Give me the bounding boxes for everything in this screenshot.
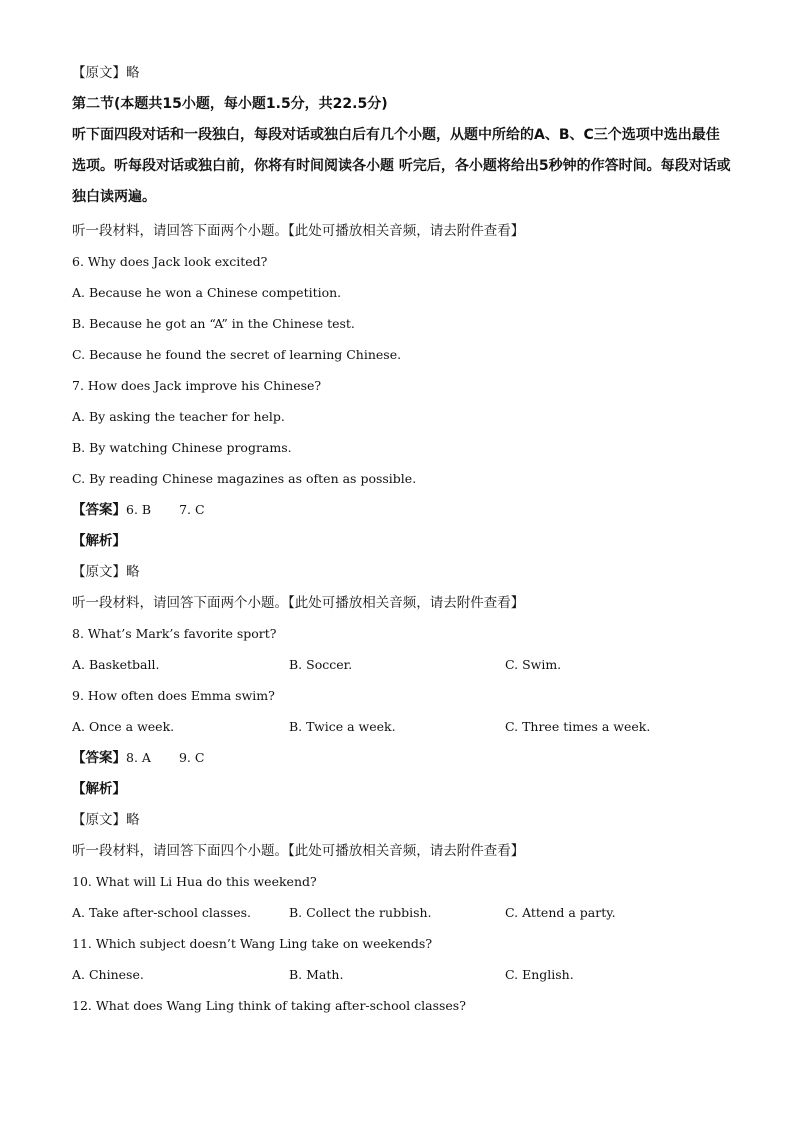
answer-9: 9. C <box>178 750 205 765</box>
question-8-option-b: B. Soccer. <box>289 657 353 672</box>
answer-line-8-9 <box>72 749 732 767</box>
question-7: 7. How does Jack improve his Chinese? <box>72 378 322 393</box>
section-heading: 第二节(本题共15小题，每小题1.5分，共22.5分) <box>72 96 388 112</box>
question-12: 12. What does Wang Ling think of taking after-school classes? <box>72 998 466 1013</box>
question-8-option-a: A. Basketball. <box>72 657 160 672</box>
listening-prompt: 听一段材料，请回答下面两个小题。【此处可播放相关音频，请去附件查看】 <box>72 595 525 611</box>
original-text-omitted: 【原文】略 <box>72 812 140 828</box>
answer-7: 7. C <box>179 502 205 517</box>
question-10: 10. What will Li Hua do this weekend? <box>72 874 317 889</box>
page-content <box>72 64 732 1028</box>
question-7-option-c: C. By reading Chinese magazines as often as possible. <box>72 471 417 486</box>
question-10-option-a: A. Take after-school classes. <box>72 905 251 920</box>
question-6: 6. Why does Jack look excited? <box>72 254 268 269</box>
question-9: 9. How often does Emma swim? <box>72 688 275 703</box>
question-6-option-a: A. Because he won a Chinese competition. <box>72 285 342 300</box>
question-8: 8. What’s Mark’s favorite sport? <box>72 626 277 641</box>
analysis-label: 【解析】 <box>72 533 126 549</box>
listening-prompt: 听一段材料，请回答下面两个小题。【此处可播放相关音频，请去附件查看】 <box>72 223 525 239</box>
question-11: 11. Which subject doesn’t Wang Ling take on weekends? <box>72 936 433 951</box>
question-9-option-b: B. Twice a week. <box>289 719 396 734</box>
original-text-omitted: 【原文】略 <box>72 65 140 81</box>
instructions-paragraph: 听下面四段对话和一段独白，每段对话或独白后有几个小题，从题中所给的A、B、C三个选项中选出最佳选项。听每段对话或独白前，你将有时间阅读各小题 听完后，各小题将给出5秒钟的作答时间。每段对话或独白读两遍。 <box>72 127 731 205</box>
listening-prompt: 听一段材料，请回答下面四个小题。【此处可播放相关音频，请去附件查看】 <box>72 843 525 859</box>
question-6-option-c: C. Because he found the secret of learning Chinese. <box>72 347 402 362</box>
original-text-omitted: 【原文】略 <box>72 564 140 580</box>
question-10-option-c: C. Attend a party. <box>505 905 616 920</box>
analysis-label: 【解析】 <box>72 781 126 797</box>
answer-label: 【答案】 <box>72 750 126 766</box>
question-9-options <box>72 718 732 736</box>
question-11-option-a: A. Chinese. <box>72 967 144 982</box>
question-11-option-b: B. Math. <box>289 967 344 982</box>
question-7-option-b: B. By watching Chinese programs. <box>72 440 292 455</box>
question-8-option-c: C. Swim. <box>505 657 562 672</box>
question-8-options <box>72 656 732 674</box>
answer-label: 【答案】 <box>72 502 126 518</box>
answer-8: 8. A <box>126 750 151 765</box>
answer-line-6-7 <box>72 501 732 519</box>
question-7-option-a: A. By asking the teacher for help. <box>72 409 285 424</box>
question-9-option-a: A. Once a week. <box>72 719 175 734</box>
question-11-option-c: C. English. <box>505 967 574 982</box>
answer-6: 6. B <box>126 502 152 517</box>
question-6-option-b: B. Because he got an “A” in the Chinese test. <box>72 316 355 331</box>
question-11-options <box>72 966 732 984</box>
question-10-options <box>72 904 732 922</box>
question-9-option-c: C. Three times a week. <box>505 719 651 734</box>
question-10-option-b: B. Collect the rubbish. <box>289 905 432 920</box>
